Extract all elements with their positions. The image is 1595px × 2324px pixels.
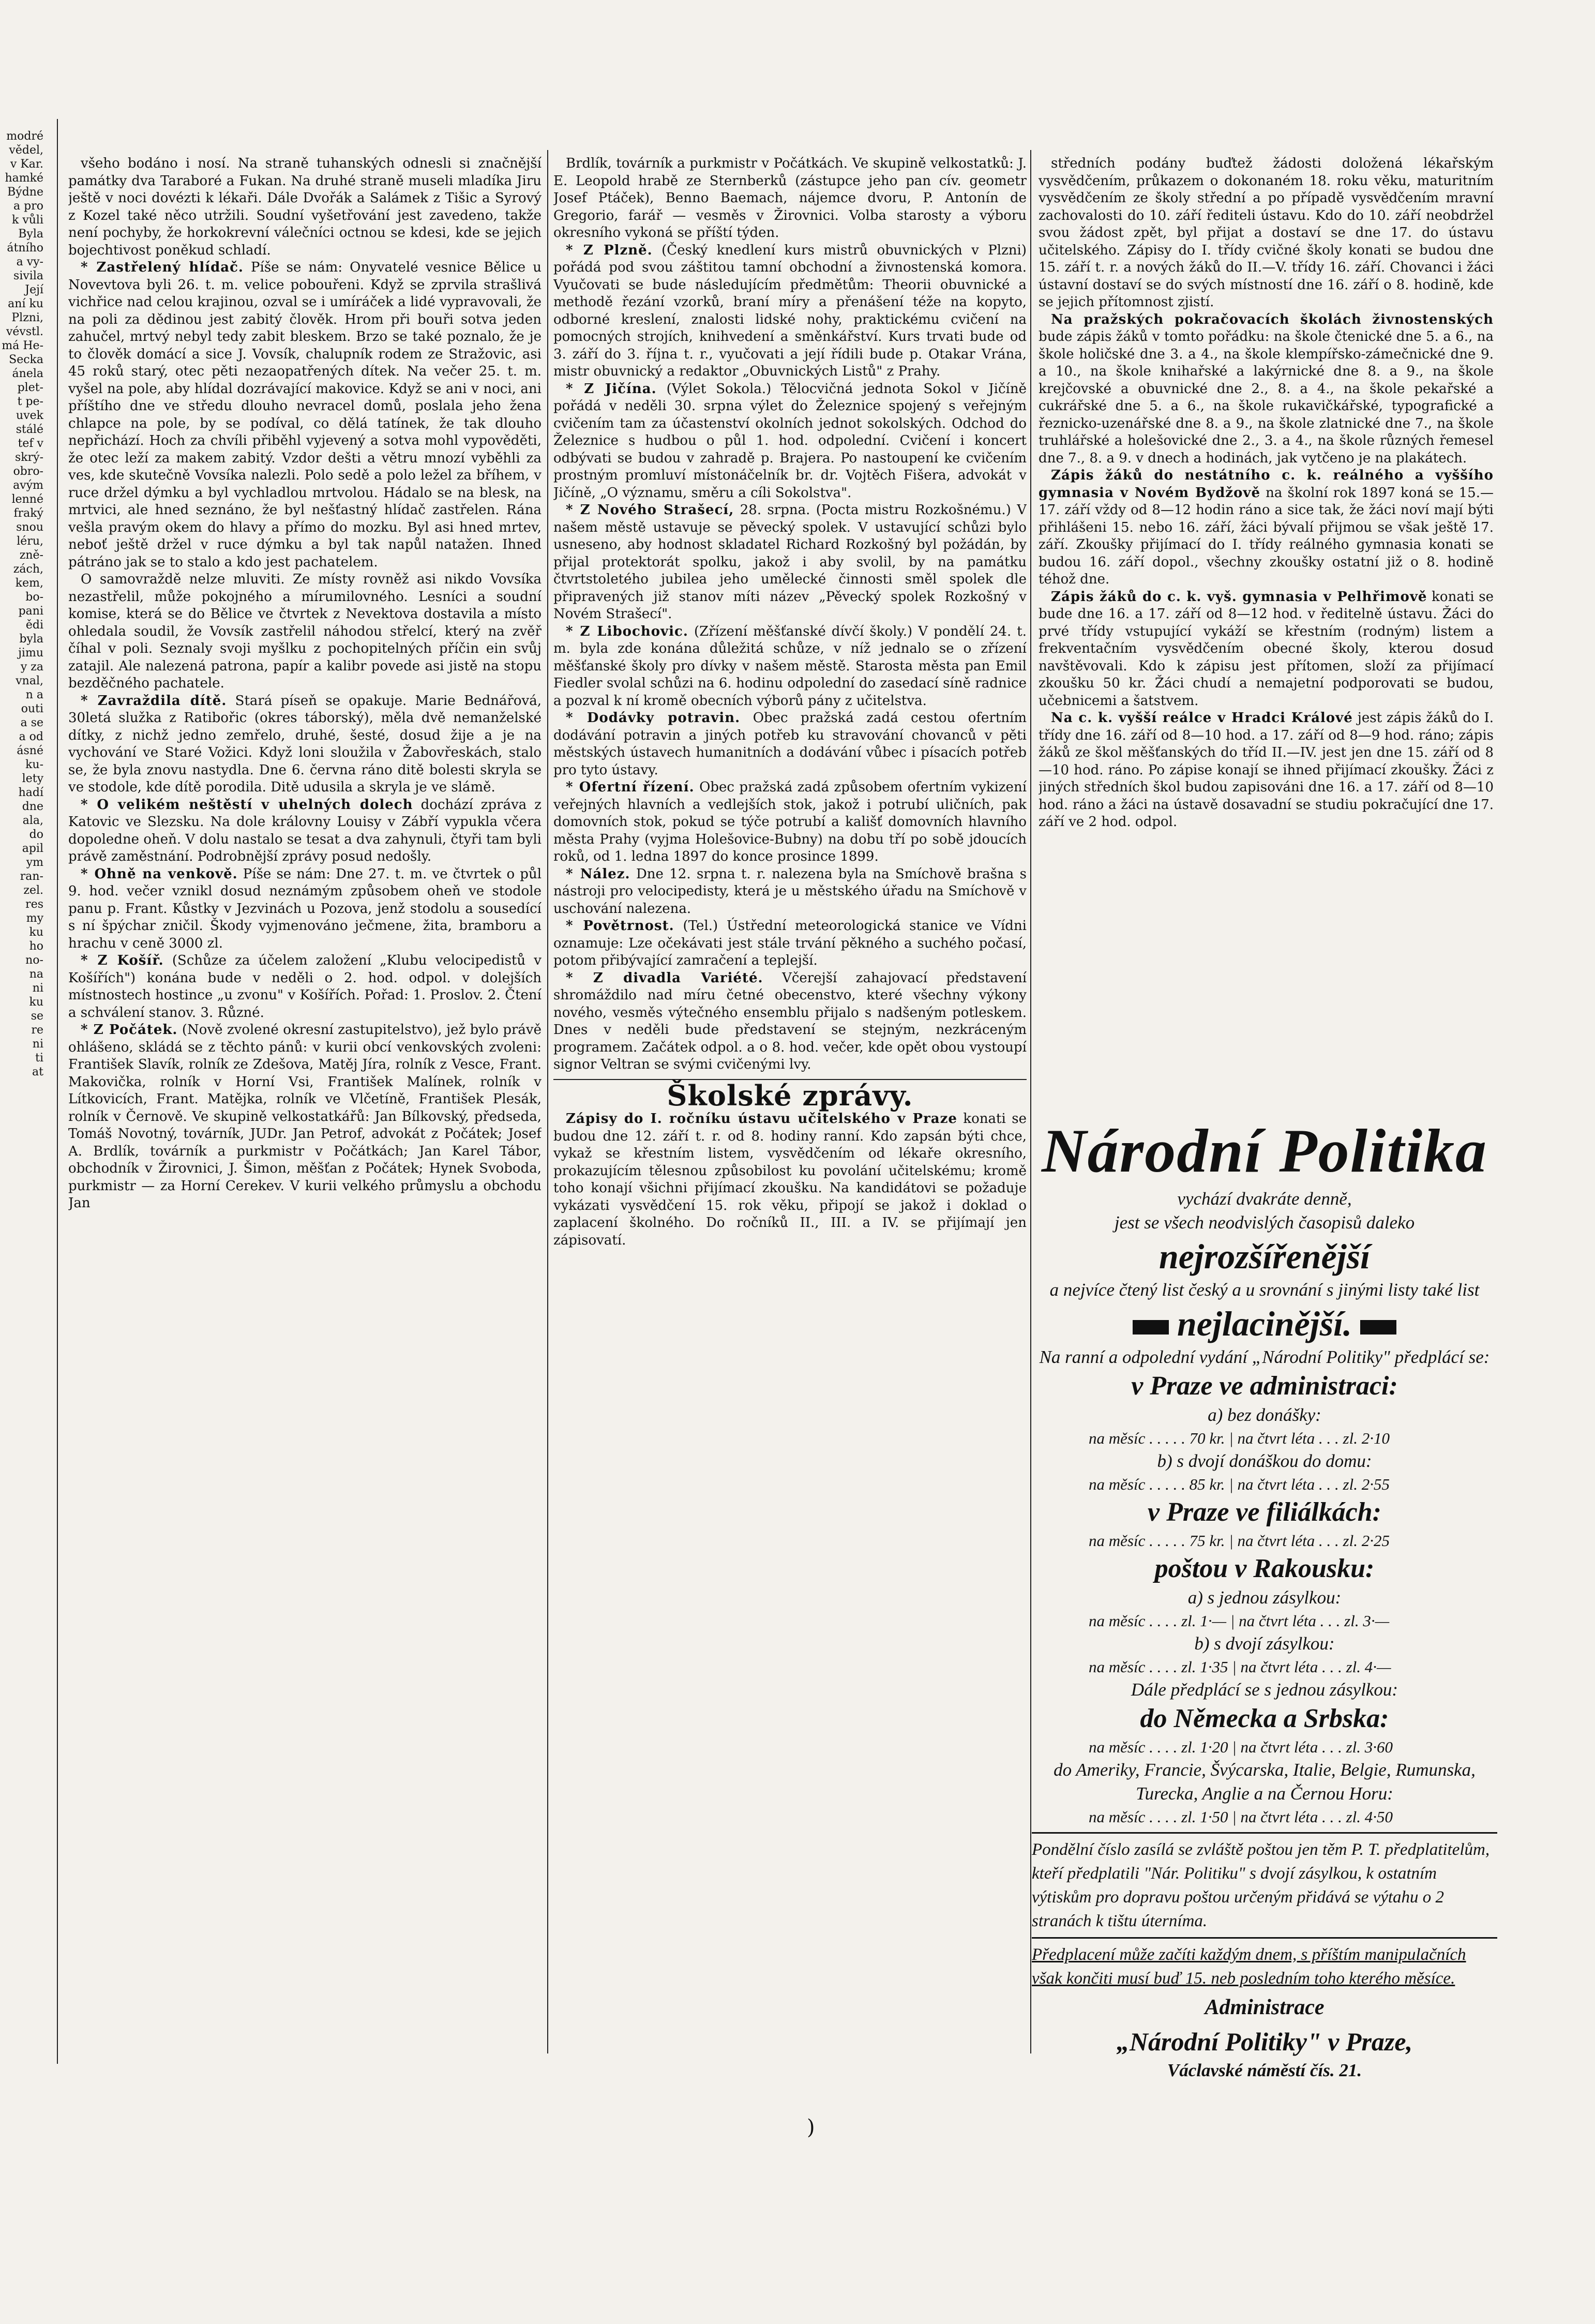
ad-admin-title: Administrace [1205, 1996, 1325, 2019]
ad-subsection: b) s dvojí donáškou do domu: [1157, 1451, 1372, 1471]
article-paragraph [553, 242, 1027, 381]
price-row: na měsíc . . . . zl. 1·35 | na čtvrt léta . . . zl. 4·— [1089, 1658, 1391, 1676]
article-paragraph [553, 918, 1027, 970]
prev-column-fragment: bo- [25, 591, 43, 604]
prev-column-fragment: plet- [17, 381, 43, 394]
article-heading: * Z Košíř. [81, 953, 164, 968]
prev-column-fragment: byla [19, 633, 43, 646]
article-paragraph [68, 1022, 541, 1212]
article-text: 28. srpna. (Pocta mistru Rozkošnému.) V našem městě ustavuje se pěvecký spolek. V ustavující schůzi bylo usneseno, aby hodnost skladatel Richard Rozkošný byl požádán, by přijal protektorát spolku, jakož i aby svolil, by na památku čtvrtstoletého jubilea jeho umělecké činnosti směl spolek dle připravených již stanov míti název „Pěvecký spolek Rozkošný v Novém Strašecí". [553, 502, 1027, 622]
article-heading: Na c. k. vyšší reálce v Hradci Králové [1051, 710, 1353, 726]
prev-column-fragment: se [31, 1010, 43, 1023]
prev-column-fragment: Její [25, 283, 43, 296]
article-text: všeho bodáno i nosí. Na straně tuhanských odnesli si značnější památky dva Taraboré a Fukan. Na druhé straně museli mladíka Jiru ještě v noci dovézti k lékaři. Dále Dvořák a Salámek z Tišic a Syrový z Kozel také něco utržili. Soudní vyšetřování jest zavedeno, takže není pochyby, že horkokrevní válečníci octnou se kdesi, kde se jejich bojechtivost poněkud schladí. [68, 156, 541, 258]
article-heading: Zápisy do I. ročníku ústavu učitelského v Praze [566, 1111, 957, 1127]
prev-column-fragment: res [25, 898, 43, 911]
prev-column-fragment: dne [22, 800, 43, 813]
price-row: na měsíc . . . . . 70 kr. | na čtvrt léta . . . zl. 2·10 [1089, 1429, 1390, 1447]
prev-column-fragment: fraký [13, 507, 43, 520]
prev-column-fragment: kem, [15, 577, 43, 590]
ad-subsection: a) s jednou zásylkou: [1187, 1587, 1342, 1608]
article-paragraph [68, 952, 541, 1022]
article-heading: Na pražských pokračovacích školách živnostenských [1051, 311, 1494, 327]
article-text: Včerejší zahajovací představení shromáždilo nad míru četné obecenstvo, které všechny výkony nového, vesměs výtečného ensemblu přijalo s nadšeným potleskem. Dnes v neděli bude představení se stejným, nezkráceným programem. Začátek odpol. a o 8. hod. večer, kde opět obou vystoupí signor Veltran se svými cvičenými lvy. [553, 970, 1027, 1072]
article-paragraph [68, 155, 541, 259]
section-title: Školské zprávy. [667, 1078, 913, 1112]
article-heading: * Zavraždila dítě. [81, 693, 227, 709]
prev-column-fragment: aní ku [8, 297, 43, 310]
prev-column-fragment: Byla [18, 228, 43, 241]
article-text: Obec pražská zadá cestou ofertním dodávání potravin a jiných potřeb ku stravování chovanců v pěti městských ústavech humanitních a dodávání vůbec i písacích potřeb pro tyto ústavy. [553, 710, 1027, 778]
prev-column-fragment: my [26, 912, 43, 925]
article-paragraph [1039, 311, 1494, 468]
prev-column-fragment: lety [22, 772, 43, 785]
prev-column-fragment: zách, [13, 563, 43, 576]
prev-column-fragment: re [31, 1024, 43, 1037]
masthead: Národní Politika [1041, 1116, 1488, 1185]
prev-column-fragment: ni [32, 982, 43, 995]
prev-column-fragment: jimu [18, 647, 43, 659]
prev-column-fragment: má He- [2, 339, 43, 352]
article-text: bude zápis žáků v tomto pořádku: na škole čtenické dne 5. a 6., na škole holičské dne 3. a 4., na škole klempířsko-zámečnické dne 9. a 10., na škole knihařské a lakýrnické dne 8. a 9., na škole krejčovské a obuvnické dne 2., 8. a 4., na škole pekařské a cukrářské dne 5. a 6., na škole rukavičkářské, typografické a řeznicko-uzenářské dne 8. a 9., na škole zlatnické dne 7., na škole truhlářské a holešovické dne 2., 3. a 4., na škole různých řemesel dne 7., 8. a 9. v dnech a hodinách, jak vytčeno je na plakátech. [1039, 329, 1494, 466]
article-text: Brdlík, továrník a purkmistr v Počátkách. Ve skupině velkostatků: J. E. Leopold hrabě ze Sternberků (zástupce jeho pan cív. geometr Josef Ptáček), Benno Baemach, nájemce dvoru, P. Antonín de Gregorio, farář — vesměs v Žirovnici. Volba starosty a výboru okresního vykoná se příští týden. [553, 156, 1027, 241]
ad-headline: nejlacinější. [1177, 1304, 1352, 1343]
ad-line: Na ranní a odpolední vydání „Národní Politiky" předplácí se: [1039, 1347, 1490, 1367]
ad-line: jest se všech neodvislých časopisů daleko [1114, 1212, 1415, 1233]
article-paragraph [1039, 155, 1494, 311]
article-paragraph [553, 502, 1027, 623]
article-paragraph [1039, 467, 1494, 589]
article-paragraph [553, 1111, 1027, 1249]
ad-headline: nejrozšířenější [1158, 1237, 1371, 1276]
article-text: (Český knedlení kurs mistrů obuvnických v Plzni) pořádá pod svou záštitou tamní obchodní a živnostenská komora. Vyučovati se bude následujícím předmětům: Theorii obuvnické a methodě řezání vzorků, braní míry a přenášení téže na kopyto, odborné kreslení, znalosti lidské nohy, praktickému cvičení na pomocných strojích, knihvedení a směnkářství. Kurs trvati bude od 3. září do 3. října t. r., vyučovati a její řídili bude p. Otakar Vrána, mistr obuvnický a redaktor „Obuvnických Listů" z Prahy. [553, 242, 1027, 379]
prev-column-fragment: a pro [13, 200, 43, 213]
article-text: Obec pražská zadá způsobem ofertním vykizení veřejných hlavních a vedlejších stok, jakož i potrubí uličních, pak domovních stok, pokud se týče potrubí a kališť domovních hlavního města Prahy (vyjma Holešovice-Bubny) na dobu tří po sobě jdoucích roků, od 1. ledna 1897 do konce prosince 1899. [553, 779, 1027, 864]
article-paragraph [1039, 589, 1494, 710]
prev-column-fragment: t pe- [17, 395, 43, 408]
prev-column-fragment: Býdne [7, 186, 43, 199]
article-text: jest zápis žáků do I. třídy dne 16. září od 8—10 hod. a 17. září od 8—9 hod. ráno; zápis žáků ze škol měšťanských do tříd II.—IV. jest jen dne 15. září od 8—10 hod. ráno. Po zápise konají se ihned přijímací zkoušky. Žáci z jiných středních škol budou zapisováni dne 16. a 17. září od 8—10 hod. ráno a žáci na ústavě dosavadní se studiu pokračující dne 17. září ve 2 hod. odpol. [1039, 710, 1494, 830]
prev-column-fragment: vědel, [9, 144, 43, 157]
prev-column-fragment: a se [20, 716, 43, 729]
prev-column-fragment: ku [29, 996, 43, 1009]
prev-column-fragment: do [29, 828, 43, 841]
article-heading: * Povětrnost. [566, 918, 674, 934]
page-mark: ) [807, 2116, 815, 2139]
price-row: na měsíc . . . . . 85 kr. | na čtvrt léta . . . zl. 2·55 [1089, 1475, 1390, 1493]
column-1 [68, 155, 541, 2028]
article-paragraph [553, 970, 1027, 1074]
article-heading: * Z Jičína. [566, 381, 657, 397]
price-row: na měsíc . . . . . 75 kr. | na čtvrt léta . . . zl. 2·25 [1089, 1532, 1390, 1550]
divider [1032, 1937, 1497, 1939]
price-row: na měsíc . . . . zl. 1·50 | na čtvrt léta . . . zl. 4·50 [1089, 1808, 1393, 1826]
prev-column-fragment: na [29, 968, 43, 981]
prev-column-fragment: ni [32, 1038, 43, 1051]
article-paragraph [1039, 710, 1494, 831]
prev-column-fragment: ku [29, 926, 43, 939]
article-heading: * Z Libochovic. [566, 623, 688, 639]
prev-column-fragment: avým [13, 479, 43, 492]
prev-column-fragment: y za [20, 661, 43, 673]
article-heading: * Ofertní řízení. [566, 779, 695, 795]
article-paragraph [553, 623, 1027, 710]
ad-note: Pondělní číslo zasílá se zvláště poštou jen těm P. T. předplatitelům, kteří předplatili "Nár. Politiku" s dvojí zásylkou, k ostatním výtiskům pro dopravu poštou určeným přidává se výtahu o 2 stranách k tištu úterníma. [1032, 1840, 1490, 1930]
prev-column-fragment: ho [29, 940, 43, 953]
article-paragraph [68, 866, 541, 953]
pointing-hand-icon [1133, 1320, 1169, 1335]
prev-column-fragment: zel. [23, 884, 43, 897]
prev-column-fragment: modré [6, 130, 43, 143]
ad-section: v Praze ve administraci: [1131, 1371, 1398, 1401]
article-heading: * Z Nového Strašecí, [566, 502, 734, 518]
article-paragraph [553, 155, 1027, 242]
prev-column-fragment: ánela [12, 367, 43, 380]
prev-column-fragment: Secka [9, 353, 43, 366]
ad-section: v Praze ve filiálkách: [1148, 1497, 1381, 1527]
divider [1032, 1832, 1497, 1834]
article-heading: * Nález. [566, 866, 630, 882]
article-text: Dne 12. srpna t. r. nalezena byla na Smíchově brašna s nástroji pro velocipedisty, která je u městského úřadu na Smíchově v uschování nalezena. [553, 866, 1027, 917]
prev-column-fragment: hadí [18, 786, 43, 799]
ad-line: Dále předplácí se s jednou zásylkou: [1131, 1680, 1398, 1700]
prev-column-fragment: tef v [18, 437, 43, 450]
column-rule [547, 150, 548, 2053]
ad-line: a nejvíce čtený list český a u srovnání s jinými listy také list [1049, 1280, 1480, 1300]
ad-line: do Ameriky, Francie, Švýcarska, Italie, Belgie, Rumunska, Turecka, Anglie a na Černou Horu: [1054, 1760, 1476, 1804]
prev-column-fragment: ti [35, 1052, 43, 1064]
prev-column-fragment: ku- [25, 758, 43, 771]
prev-column-fragment: apil [22, 842, 43, 855]
article-text: Píše se nám: Dne 27. t. m. ve čtvrtek o půl 9. hod. večer vznikl dosud neznámým způsobem oheň ve stodole panu p. Frant. Kůstky v Jezvinách u Pozova, jenž stodolu a sousedící s ní špýchar zničil. Škody vyjmenováno ječmene, žita, bramboru a hrachu v ceně 3000 zl. [68, 866, 541, 951]
prev-column-fragment: léru, [17, 535, 43, 548]
article-paragraph [68, 571, 541, 693]
article-text: (Výlet Sokola.) Tělocvičná jednota Sokol v Jičíně pořádá v neděli 30. srpna výlet do Železnice spojený s veřejným cvičením tam za účastenství okolních jednot sokolských. Odchod do Železnice s hudbou o půl 1. hod. odpolední. Cvičení i koncert odbývati se budou v zahradě p. Brajera. Po nastoupení ke cvičením prostným promluví místonáčelník br. dr. Vojtěch Fišera, advokát v Jičíně, „O významu, směru a cíli Sokolstva". [553, 381, 1027, 501]
prev-column-fragment: sivila [13, 269, 43, 282]
prev-column-fragment: no- [25, 954, 43, 967]
article-paragraph [68, 693, 541, 797]
prev-column-fragment: ásné [17, 744, 43, 757]
pointing-hand-icon [1360, 1320, 1396, 1335]
prev-column-fragment: n a [25, 688, 43, 701]
column-2 [553, 155, 1027, 2028]
narodni-politika-advertisement [1032, 1115, 1497, 2080]
article-paragraph [68, 797, 541, 866]
prev-column-fragment: outi [21, 702, 43, 715]
article-heading: * Dodávky potravin. [566, 710, 741, 726]
prev-column-fragment: stálé [16, 423, 43, 436]
prev-column-fragment: k vůli [12, 214, 43, 227]
article-text: (Schůze za účelem založení „Klubu velocipedistů v Košířích") konána bude v neděli o 2. hod. odpol. v dolejších místnostech hostince „u zvonu" v Košířích. Pořad: 1. Proslov. 2. Čtení a schválení stanov. 3. Různé. [68, 953, 541, 1021]
previous-page-column-fragment [0, 129, 47, 1293]
price-row: na měsíc . . . . zl. 1·— | na čtvrt léta . . . zl. 3·— [1089, 1612, 1390, 1630]
prev-column-fragment: zně- [19, 549, 43, 562]
prev-column-fragment: a od [19, 730, 43, 743]
prev-column-fragment: skrý- [15, 451, 43, 464]
ad-section: poštou v Rakousku: [1154, 1554, 1375, 1583]
article-heading: * Z Plzně. [566, 242, 653, 258]
article-paragraph [553, 710, 1027, 779]
prev-column-fragment: hamké [5, 172, 43, 185]
article-heading: * O velikém neštěstí v uhelných dolech [81, 797, 413, 813]
prev-column-fragment: v Kar. [10, 158, 43, 171]
article-text: (Nově zvolené okresní zastupitelstvo), jež bylo právě ohlášeno, skládá se z těchto pánů: v kurii obcí venkovských zvoleni: František Slavík, rolník ze Zdešova, Matěj Jíra, rolník z Vesce, Frant. Makovička, rolník v Horní Vsi, František Malínek, rolník v Lítkovicích, Frant. Matějka, rolník ve Vlčetíně, František Plesák, rolník v Černově. Ve skupině velkostatkářů: Jan Bílkovský, předseda, Tomáš Novotný, továrník, JUDr. Jan Petrof, advokát z Počátek; Josef A. Brdlík, továrník a purkmistr v Počátkách; Jan Karel Tábor, obchodník v Žirovnici, J. Šimon, měšťan z Počátek; Hynek Svoboda, purkmistr — za Horní Cerekev. V kurii velkého průmyslu a obchodu Jan [68, 1022, 541, 1211]
article-paragraph [553, 381, 1027, 502]
ad-line: vychází dvakráte denně, [1177, 1189, 1352, 1209]
article-text: O samovraždě nelze mluviti. Ze místy rovněž asi nikdo Vovsíka nezastřelil, může pokojného a mírumilovného. Lesníci a soudní komise, která se do Bělice ve čtvrtek z Nevektova dostavila a místo ohledala soudil, že Vovsík zastřelil náhodou střelcí, který na zvěř číhal v poli. Seznaly svoji myšlku z pochopitelných příčin ein svůj zatajil. Ale nalezená patrona, papír a kalibr povede asi jistě na stopu bezděčného pachatele. [68, 572, 541, 691]
column-3 [1039, 155, 1494, 1112]
article-paragraph [553, 866, 1027, 918]
prev-column-fragment: obro- [13, 465, 43, 478]
column-rule [57, 119, 58, 2064]
article-text: na školní rok 1897 koná se 15.—17. září vždy od 8—12 hodin ráno a sice tak, že žáci noví mají býti přihlášeni 15. nebo 16. září, žáci bývalí přijmou se však ještě 17. září. Zkoušky přijímací do I. třídy reálného gymnasia konati se budou 16. září dopol., všechny zkoušky ostatní již o 8. hodině téhož dne. [1039, 485, 1494, 587]
prev-column-fragment: vnal, [16, 674, 43, 687]
article-heading: Zápis žáků do nestátního c. k. reálného a vyššího gymnasia v Novém Bydžově [1039, 468, 1494, 501]
article-heading: * Ohně na venkově. [81, 866, 238, 882]
article-heading: * Z divadla Variété. [566, 970, 763, 986]
ad-note: Předplacení může začíti každým dnem, s příštím manipulačních však končiti musí buď 15. neb posledním toho kterého měsíce. [1032, 1945, 1466, 1988]
article-heading: Zápis žáků do c. k. vyš. gymnasia v Pelhřimově [1051, 589, 1427, 605]
ad-subsection: a) bez donášky: [1208, 1405, 1321, 1425]
prev-column-fragment: Plzni, [11, 311, 43, 324]
article-heading: * Z Počátek. [81, 1022, 178, 1038]
prev-column-fragment: pani [18, 605, 43, 618]
prev-column-fragment: ala, [22, 814, 43, 827]
prev-column-fragment: at [32, 1066, 43, 1078]
prev-column-fragment: lenné [11, 493, 43, 506]
article-text: (Zřízení měšťanské dívčí školy.) V pondělí 24. t. m. byla zde konána důležitá schůze, v níž jednalo se o zřízení měšťanské školy pro dívky v našem městě. Starosta města pan Emil Fiedler svolal schůzi na 6. hodinu odpolední do zasedací síně radnice a pozval k ní kromě obecních výborů pány z učitelstva. [553, 623, 1027, 709]
article-text: konati se budou dne 12. září t. r. od 8. hodiny ranní. Kdo zapsán býti chce, vykaž se křestním listem, vysvědčením od lékaře okresního, prokazujícím tělesnou způsobilost ku povolání učitelskému; kromě toho konají všichni přijímací zkoušku. Na kandidátovi se požaduje vykázati vysvědčení 15. rok věku, připojí se jakož i doklad o zaplacení školného. Do ročníků II., III. a IV. se přijímají jen zápisovatí. [553, 1111, 1027, 1248]
article-text: dochází zpráva z Katovic ve Slezsku. Na dole královny Louisy v Zábří vypukla včera dopoledne oheň. V dolu nastalo se tesat a dva zahynuli, čtyři tam byli právě zaměstnání. Podrobnější zprávy posud nedošly. [68, 797, 541, 864]
article-paragraph [553, 779, 1027, 866]
prev-column-fragment: uvek [16, 409, 43, 422]
prev-column-fragment: a vy- [16, 256, 43, 268]
prev-column-fragment: vévstl. [6, 325, 43, 338]
prev-column-fragment: ran- [20, 870, 43, 883]
ad-admin-name: „Národní Politiky" v Praze, [1116, 2027, 1413, 2056]
prev-column-fragment: snou [16, 521, 43, 534]
article-text: konati se bude dne 16. a 17. září od 8—12 hod. v ředitelně ústavu. Žáci do prvé třídy vstupující vykáží se křestním (rodným) listem a frekventačním vysvědčením obecné školy, kterou dosud navštěvovali. Kdo k zápisu jest přítomen, složí za přijímací zkoušku 50 kr. Žáci chudí a nemajetní podporovati se budou, učebnicemi a šatstvem. [1039, 589, 1494, 709]
prev-column-fragment: ědi [25, 619, 43, 632]
article-text: Stará píseň se opakuje. Marie Bednářová, 30letá služka z Ratibořic (okres táborský), měla dvě nemanželské dítky, z nichž jedno zemřelo, druhé, šesté, dosud žije a je na vychování ve Staré Vožici. Když loni sloužila v Žabovřeskách, stalo se, že byla znovu nastydla. Dne 6. června ráno ditě bolesti skryla se ve stodole, kde dítě porodila. Ditě udusila a skryla je ve slámě. [68, 693, 541, 795]
prev-column-fragment: átního [7, 242, 43, 254]
ad-subsection: b) s dvojí zásylkou: [1194, 1633, 1335, 1654]
ad-section: do Německa a Srbska: [1140, 1704, 1389, 1733]
column-rule [1030, 150, 1031, 2053]
article-text: středních podány buďtež žádosti doložená lékařským vysvědčením, průkazem o dokonaném 18. roku věku, maturitním vysvědčením ze školy střední a po případě vysvědčením mravní zachovalosti do 10. září řediteli ústavu. Kdo do 10. září neobdržel svou žádost zpět, byl přijat a dostaví se dne 17. do ústavu učitelského. Zápisy do I. třídy cvičné školy konati se budou dne 15. září t. r. a nových žáků do II.—V. třídy 16. září. Chovanci i žáci ústavní dostaví se do svých místností dne 16. září o 8. hodině, kde se jejich přítomnost zjistí. [1039, 156, 1494, 310]
ad-address: Václavské náměstí čís. 21. [1167, 2060, 1362, 2080]
prev-column-fragment: ym [26, 856, 43, 869]
article-text: Píše se nám: Onyvatelé vesnice Bělice u Novevtova byli 26. t. m. velice pobouřeni. Když se zprvila strašlivá vichřice nad celou krajinou, ozval se i umíráček a lidé vypravovali, že na poli za dědinou jest zabitý člověk. Hrom při bouři sotva jeden zahučel, mrtvý nebyl tedy zabit bleskem. Brzo se také poznalo, že je to člověk domácí a sice J. Vovsík, chalupník rodem ze Stražovic, asi 45 roků starý, otec pěti nezaopatřených dítek. Na večer 25. t. m. vyšel na pole, aby hlídal dozrávající makovice. Když se ani v noci, ani příštího dne ve středu dlouho nevracel domů, poslala jeho žena chlapce na pole, by se podíval, co dělá tatínek, že tak dlouho nepřichází. Hoch za chvíli přiběhl vyjevený a sotva mohl vypověděti, že otec leží za makem zabitý. Vzdor dešti a větru mnozí vyběhli za ves, kde skutečně Vovsíka nalezli. Polo sedě a polo ležel za bříhem, v ruce držel dýmku a byl vychladlou mrtvolou. Hádalo se na blesk, na mrtvici, ale hned seznáno, že byl nešťastný hlídač zastřelen. Rána vešla pravým okem do hlavy a přímo do mozku. Byl asi hned mrtev, neboť ještě držel v ruce dýmku a byl tak napůl natažen. Ihned pátráno jak se to stalo a kdo jest pachatelem. [68, 260, 541, 570]
article-heading: * Zastřelený hlídač. [81, 260, 244, 275]
price-row: na měsíc . . . . zl. 1·20 | na čtvrt léta . . . zl. 3·60 [1089, 1738, 1393, 1756]
article-text: (Tel.) Ústřední meteorologická stanice ve Vídni oznamuje: Lze očekávati jest stále trvání pěkného a suchého počasí, potom přibývající zamračení a teplejší. [553, 918, 1027, 968]
article-paragraph [68, 259, 541, 571]
